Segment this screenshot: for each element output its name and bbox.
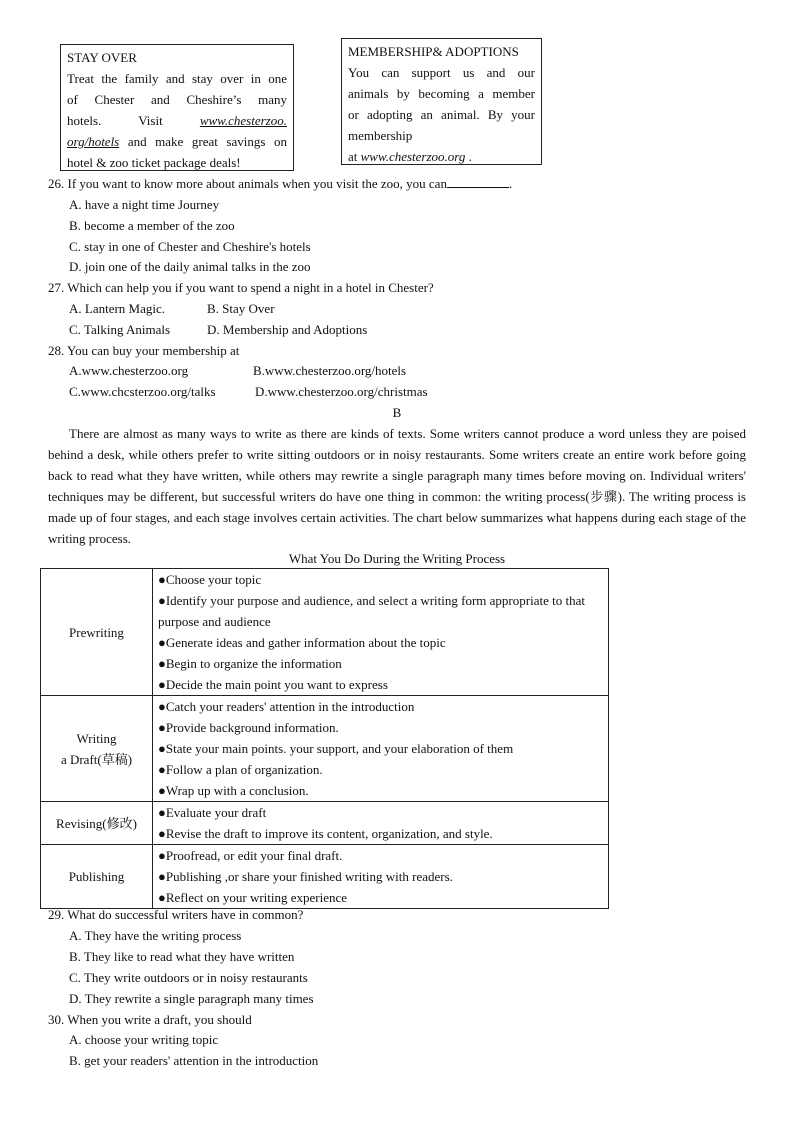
stage-cell bbox=[41, 696, 153, 802]
hotels-link[interactable]: www.chesterzoo. bbox=[199, 113, 287, 128]
stage-cell: Prewriting bbox=[41, 569, 153, 696]
membership-link[interactable]: www.chesterzoo.org bbox=[360, 149, 466, 164]
stay-over-line: Treat the family and stay over in one bbox=[67, 71, 287, 86]
activity-item: ●Generate ideas and gather information about the topic bbox=[158, 635, 446, 650]
activities-cell bbox=[153, 802, 609, 845]
table-row bbox=[41, 569, 609, 696]
stay-over-line: of Chester and Cheshire’s many bbox=[67, 92, 287, 107]
stay-over-line bbox=[67, 110, 287, 131]
activity-item: ●Reflect on your writing experience bbox=[158, 890, 348, 905]
option-b[interactable]: B. get your readers' attention in the introduction bbox=[69, 1053, 319, 1068]
activity-item: ●Wrap up with a conclusion. bbox=[158, 783, 309, 798]
activity-item: ●Evaluate your draft bbox=[158, 805, 267, 820]
activity-item: ●Choose your topic bbox=[158, 572, 262, 587]
stage-label: a Draft(草稿) bbox=[60, 751, 133, 767]
option-d[interactable]: D. Membership and Adoptions bbox=[207, 322, 368, 337]
activity-item: ●Identify your purpose and audience, and select a writing form appropriate to that purpose and audience bbox=[158, 593, 585, 629]
option-d[interactable]: D.www.chesterzoo.org/christmas bbox=[255, 384, 428, 399]
activity-item: ●Proofread, or edit your final draft. bbox=[158, 848, 343, 863]
option-c[interactable]: C. stay in one of Chester and Cheshire's hotels bbox=[69, 239, 311, 254]
option-c[interactable]: C.www.chcsterzoo.org/talks bbox=[69, 384, 216, 399]
membership-line: You can support us and our bbox=[348, 65, 535, 80]
stay-over-text: hotels. Visit bbox=[67, 113, 163, 128]
membership-box bbox=[341, 38, 542, 165]
option-c[interactable]: C. They write outdoors or in noisy restaurants bbox=[69, 970, 308, 985]
option-a[interactable]: A. choose your writing topic bbox=[69, 1032, 219, 1047]
question-26 bbox=[48, 173, 512, 194]
stage-cell: Publishing bbox=[41, 845, 153, 909]
stay-over-line: hotel & zoo ticket package deals! bbox=[67, 155, 241, 170]
activities-cell bbox=[153, 569, 609, 696]
activities-cell bbox=[153, 845, 609, 909]
membership-text: . bbox=[465, 149, 472, 164]
option-b[interactable]: B. They like to read what they have written bbox=[69, 949, 295, 964]
option-a[interactable]: A. Lantern Magic. bbox=[69, 301, 166, 316]
stay-over-title: STAY OVER bbox=[67, 50, 137, 65]
option-c[interactable]: C. Talking Animals bbox=[69, 322, 171, 337]
table-title: What You Do During the Writing Process bbox=[288, 551, 506, 566]
activity-item: ●Provide background information. bbox=[158, 720, 339, 735]
stay-over-text: and make great savings on bbox=[119, 134, 287, 149]
table-row bbox=[41, 845, 609, 909]
question-30: 30. When you write a draft, you should bbox=[48, 1012, 252, 1027]
option-a[interactable]: A. They have the writing process bbox=[69, 928, 242, 943]
answer-blank[interactable] bbox=[447, 173, 509, 188]
question-stem: 26. If you want to know more about animals when you visit the zoo, you can bbox=[48, 176, 447, 191]
activity-item: ●Catch your readers' attention in the introduction bbox=[158, 699, 415, 714]
writing-process-table bbox=[40, 568, 609, 909]
hotels-link-continued[interactable]: org/hotels bbox=[67, 134, 120, 149]
option-a[interactable]: A. have a night time Journey bbox=[69, 197, 220, 212]
table-row bbox=[41, 696, 609, 802]
activity-item: ●Revise the draft to improve its content, organization, and style. bbox=[158, 826, 493, 841]
activity-item: ●Follow a plan of organization. bbox=[158, 762, 323, 777]
question-28: 28. You can buy your membership at bbox=[48, 343, 240, 358]
section-label: B bbox=[392, 405, 402, 420]
question-29: 29. What do successful writers have in common? bbox=[48, 907, 304, 922]
question-stem-end: . bbox=[508, 176, 513, 191]
activities-cell bbox=[153, 696, 609, 802]
option-b[interactable]: B. become a member of the zoo bbox=[69, 218, 235, 233]
option-a[interactable]: A.www.chesterzoo.org bbox=[69, 363, 189, 378]
activity-item: ●State your main points. your support, and your elaboration of them bbox=[158, 741, 514, 756]
reading-passage: There are almost as many ways to write as there are kinds of texts. Some writers cannot produce a word unless they are poised behind a desk, while others prefer to write sitting outdoors or in noisy restaurants. Some writers create an entire work before going back to read what they have written, while others may rewrite a single paragraph many times before moving on. Individual writers' techniques may be different, but successful writers do have one thing in common: the writing process(步骤). The writing process is made up of four stages, and each stage involves certain activities. The chart below summarizes what happens during each stage of the writing process. bbox=[48, 426, 746, 546]
stay-over-box bbox=[60, 44, 294, 171]
stay-over-line bbox=[67, 131, 287, 152]
option-d[interactable]: D. join one of the daily animal talks in the zoo bbox=[69, 259, 311, 274]
membership-title: MEMBERSHIP& ADOPTIONS bbox=[348, 44, 519, 59]
membership-text: at bbox=[348, 149, 361, 164]
stage-label: Writing bbox=[76, 730, 117, 746]
option-d[interactable]: D. They rewrite a single paragraph many times bbox=[69, 991, 314, 1006]
stage-cell: Revising(修改) bbox=[41, 802, 153, 845]
activity-item: ●Begin to organize the information bbox=[158, 656, 342, 671]
option-b[interactable]: B.www.chesterzoo.org/hotels bbox=[253, 363, 407, 378]
membership-line bbox=[348, 146, 535, 167]
table-row bbox=[41, 802, 609, 845]
option-b[interactable]: B. Stay Over bbox=[207, 301, 275, 316]
question-27: 27. Which can help you if you want to spend a night in a hotel in Chester? bbox=[48, 280, 434, 295]
membership-line: animals by becoming a member bbox=[348, 86, 535, 101]
activity-item: ●Publishing ,or share your finished writing with readers. bbox=[158, 869, 453, 884]
membership-line: or adopting an animal. By your bbox=[348, 107, 535, 122]
activity-item: ●Decide the main point you want to express bbox=[158, 677, 388, 692]
membership-line: membership bbox=[348, 128, 413, 143]
